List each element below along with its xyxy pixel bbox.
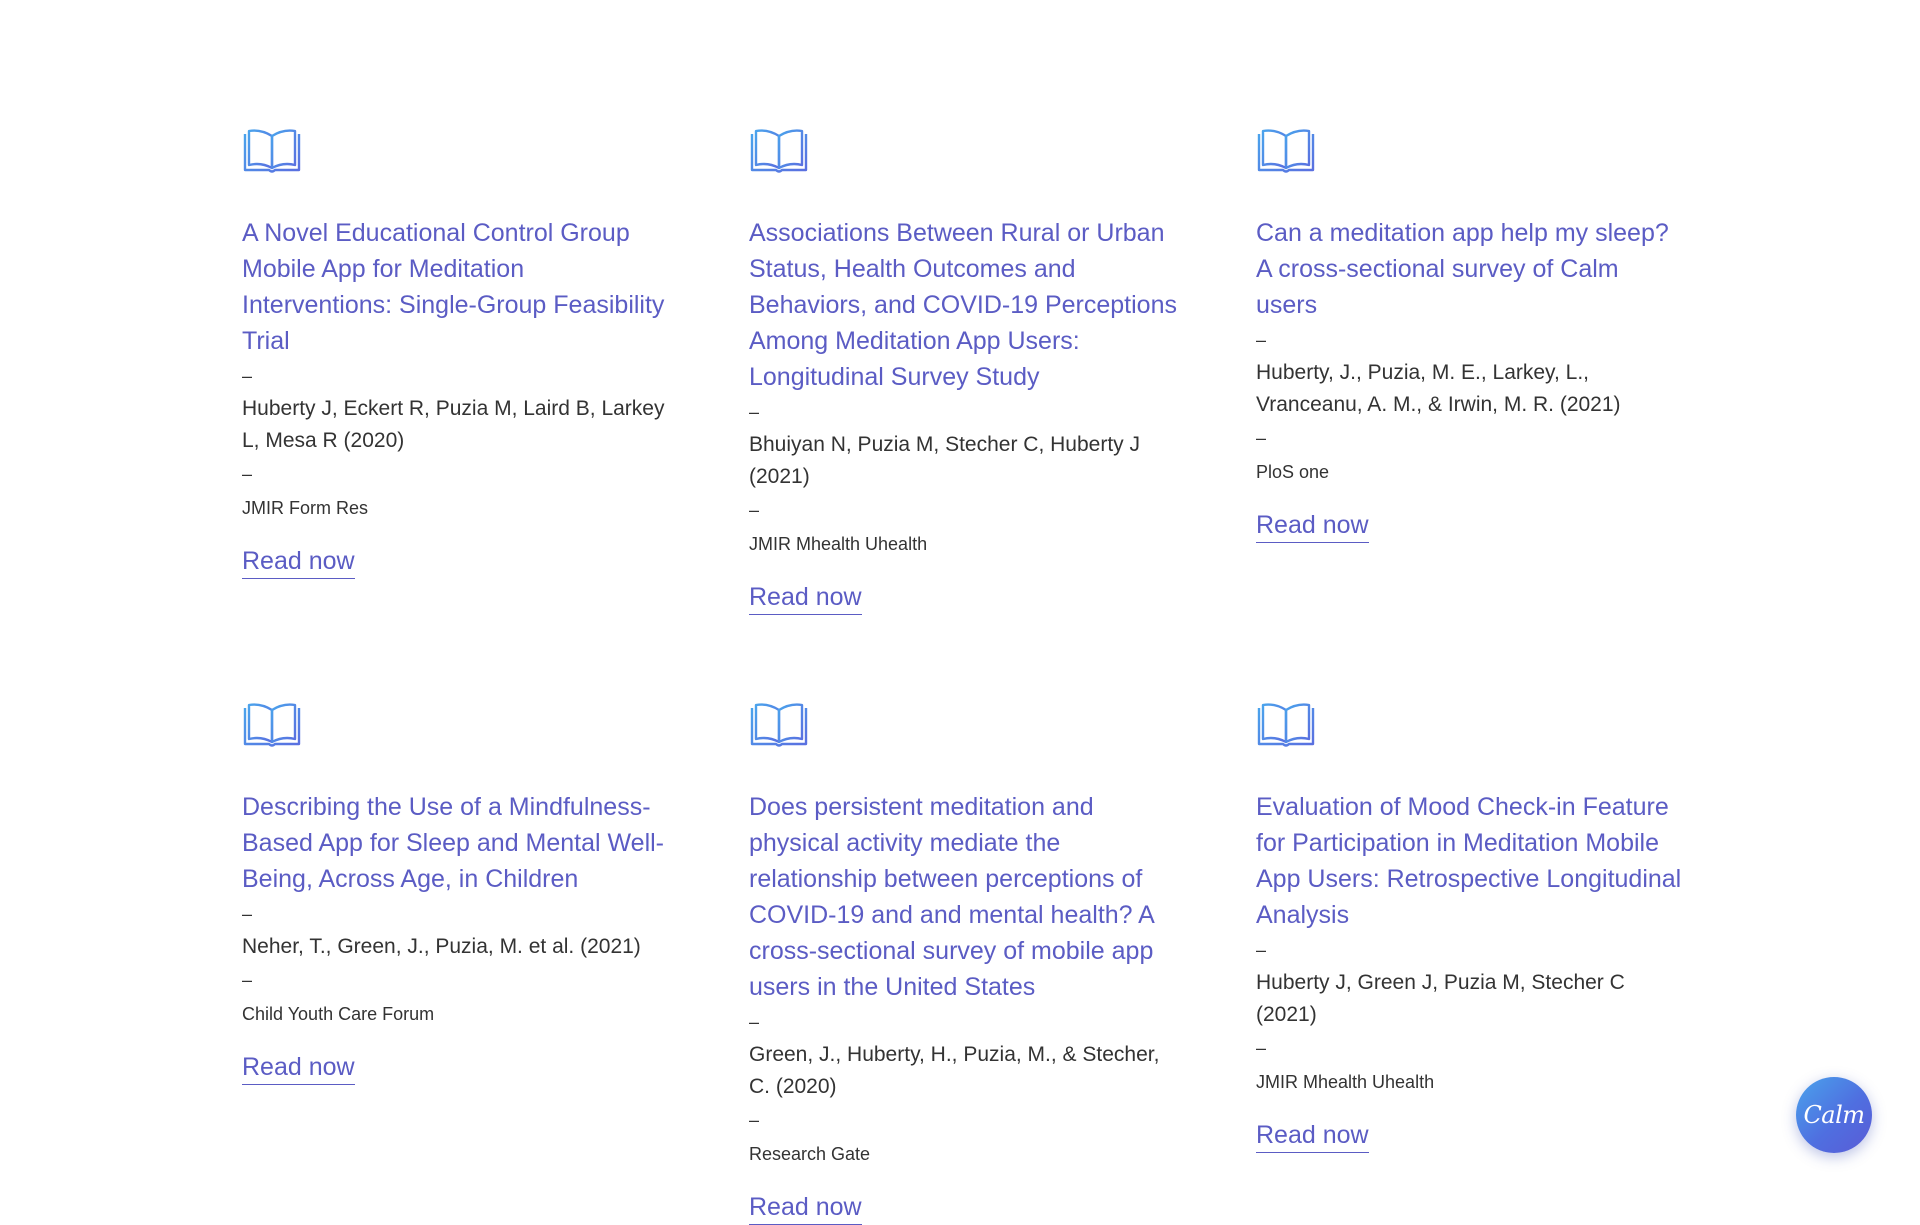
read-now-link[interactable]: Read now [749,1191,862,1225]
publication-title[interactable]: Associations Between Rural or Urban Status, Health Outcomes and Behaviors, and COVID-19 Perceptions Among Meditation App Users: Longitudinal Survey Study [749,219,1177,391]
publication-card [1256,702,1686,1153]
publication-journal: PloS one [1256,462,1330,482]
open-book-icon [1256,702,1316,750]
read-now-link[interactable]: Read now [749,581,862,615]
publication-authors: Huberty J, Eckert R, Puzia M, Laird B, Larkey L, Mesa R (2020) [242,397,665,452]
separator: – [1256,940,1267,960]
publication-authors: Bhuiyan N, Puzia M, Stecher C, Huberty J (2021) [749,433,1140,488]
separator: – [242,366,253,386]
open-book-icon [749,702,809,750]
separator: – [749,402,760,422]
publication-journal: JMIR Form Res [242,498,368,518]
separator: – [749,500,760,520]
open-book-icon [749,128,809,176]
open-book-icon [242,702,302,750]
separator: – [242,904,253,924]
publication-card [749,128,1179,615]
separator: – [242,970,253,990]
publication-card [242,702,672,1085]
publication-title[interactable]: Describing the Use of a Mindfulness-Based App for Sleep and Mental Well-Being, Across Age, in Children [242,793,665,893]
publication-card [749,702,1179,1225]
publication-journal: Research Gate [749,1144,871,1164]
publication-title[interactable]: Can a meditation app help my sleep? A cross-sectional survey of Calm users [1256,219,1669,319]
publication-authors: Huberty J, Green J, Puzia M, Stecher C (2021) [1256,971,1625,1026]
read-now-link[interactable]: Read now [242,1051,355,1085]
publication-card [242,128,672,579]
calm-logo-icon: Calm [1803,1101,1865,1129]
publication-title[interactable]: A Novel Educational Control Group Mobile App for Meditation Interventions: Single-Group Feasibility Trial [242,219,665,355]
open-book-icon [1256,128,1316,176]
publication-journal: JMIR Mhealth Uhealth [749,534,928,554]
separator: – [749,1110,760,1130]
publication-authors: Huberty, J., Puzia, M. E., Larkey, L., Vranceanu, A. M., & Irwin, M. R. (2021) [1256,361,1621,416]
publication-journal: JMIR Mhealth Uhealth [1256,1072,1435,1092]
separator: – [749,1012,760,1032]
publication-journal: Child Youth Care Forum [242,1004,435,1024]
publication-card [1256,128,1686,543]
calm-floating-button[interactable] [1796,1077,1872,1153]
publication-authors: Green, J., Huberty, H., Puzia, M., & Stecher, C. (2020) [749,1043,1160,1098]
open-book-icon [242,128,302,176]
read-now-link[interactable]: Read now [242,545,355,579]
publication-authors: Neher, T., Green, J., Puzia, M. et al. (2021) [242,935,641,958]
read-now-link[interactable]: Read now [1256,1119,1369,1153]
separator: – [242,464,253,484]
separator: – [1256,428,1267,448]
separator: – [1256,330,1267,350]
read-now-link[interactable]: Read now [1256,509,1369,543]
separator: – [1256,1038,1267,1058]
publication-title[interactable]: Evaluation of Mood Check-in Feature for Participation in Meditation Mobile App Users: Retrospective Longitudinal Analysis [1256,793,1682,929]
publication-title[interactable]: Does persistent meditation and physical activity mediate the relationship between perceptions of COVID-19 and and mental health? A cross-sectional survey of mobile app users in the United States [749,793,1154,1001]
